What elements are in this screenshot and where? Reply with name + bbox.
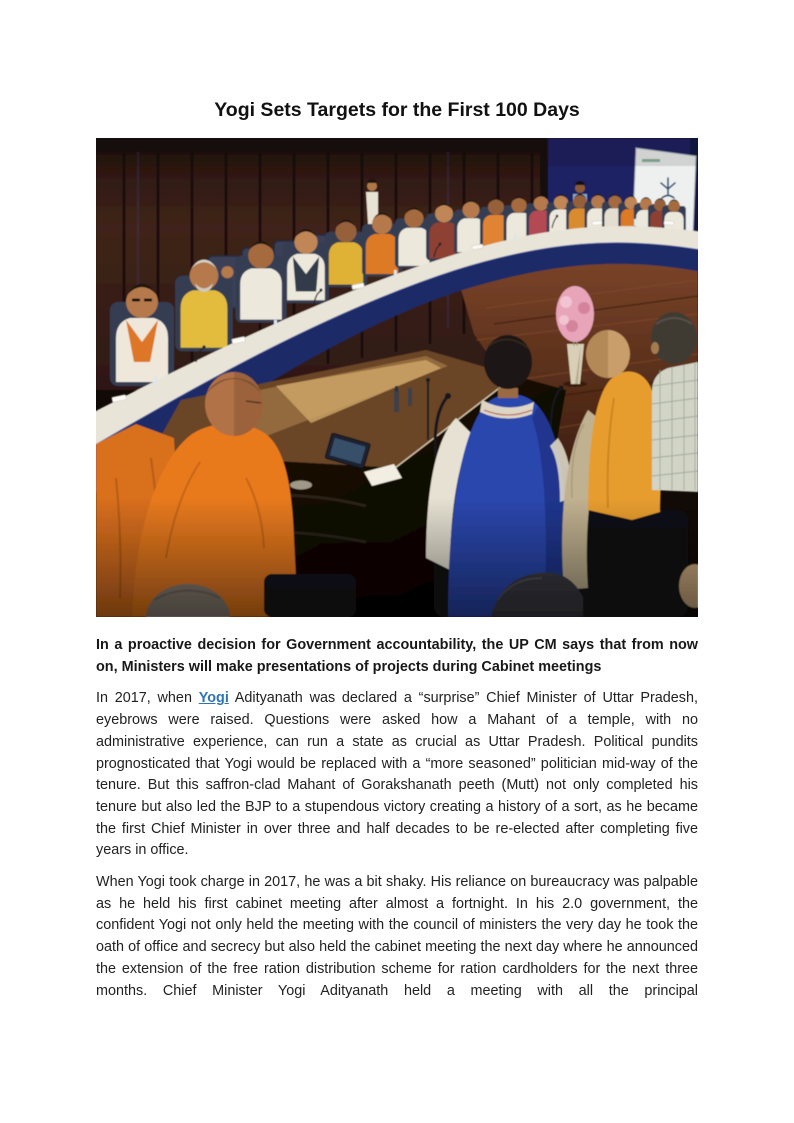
vignette-shadow: [96, 498, 698, 617]
article-paragraph-1: [96, 688, 698, 862]
paragraph-text: In 2017, when: [96, 690, 199, 707]
cabinet-meeting-photo: [96, 138, 698, 617]
paragraph-text: Adityanath was declared a “surprise” Chief Minister of Uttar Pradesh, eyebrows were raised. Questions were asked how a Mahant of a temple, with no administrative experience, can run a state as crucial as Uttar Pradesh. Political pundits prognosticated that Yogi would be replaced with a “more seasoned” politician mid-way of the tenure. But this saffron-clad Mahant of Gorakshanath peeth (Mutt) not only completed his tenure but also led the BJP to a stupendous victory creating a history of a sort, as he became the first Chief Minister in over three and half decades to be re-elected after completing five years in office.: [96, 690, 698, 859]
article-lead: In a proactive decision for Government accountability, the UP CM says that from now on, Ministers will make presentations of projects during Cabinet meetings: [96, 637, 698, 675]
cabinet-meeting-illustration: [96, 138, 698, 617]
top-shadow: [96, 138, 698, 166]
checked-shirt-official: [651, 312, 698, 492]
yogi-link[interactable]: Yogi: [198, 690, 229, 707]
article-paragraph-2: When Yogi took charge in 2017, he was a bit shaky. His reliance on bureaucracy was palpable as he held his first cabinet meeting after almost a fortnight. In his 2.0 government, the confident Yogi not only held the meeting with the council of ministers the very day he took the oath of office and secrecy but also held the cabinet meeting the next day where he announced the extension of the free ration distribution scheme for ration cardholders for the next three months. Chief Minister Yogi Adityanath held a meeting with all the principal: [96, 874, 698, 999]
article-title: Yogi Sets Targets for the First 100 Days: [214, 99, 580, 121]
